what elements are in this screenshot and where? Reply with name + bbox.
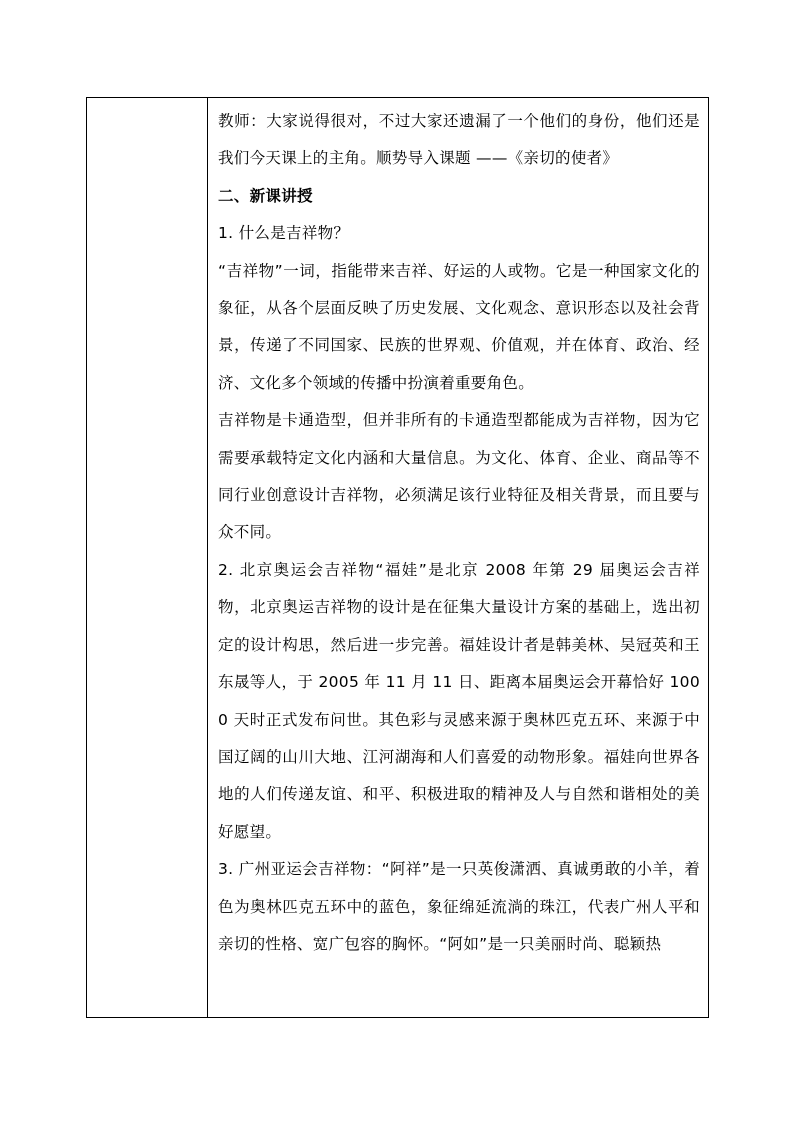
definition-paragraph: “吉祥物”一词，指能带来吉祥、好运的人或物。它是一种国家文化的象征，从各个层面反映了历史发展、文化观念、意识形态以及社会背景，传递了不同国家、民族的世界观、价值观，并在体育、政治、经济、文化多个领域的传播中扮演着重要角色。 (218, 261, 700, 392)
beijing-mascot-paragraph: 2. 北京奥运会吉祥物“福娃”是北京 2008 年第 29 届奥运会吉祥物，北京奥运吉祥物的设计是在征集大量设计方案的基础上，选出初定的设计构思，然后进一步完善。福娃设计者是韩美林、吴冠英和王东晟等人，于 2005 年 11 月 11 日、距离本届奥运会开幕恰好 1000 天时正式发布问世。其色彩与灵感来源于奥林匹克五环、来源于中国辽阔的山川大地、江河湖海和人们喜爱的动物形象。福娃向世界各地的人们传递友谊、和平、积极进取的精神及人与自然和谐相处的美好愿望。 (218, 560, 700, 841)
question-heading: 1. 什么是吉祥物？ (218, 224, 350, 243)
cartoon-paragraph: 吉祥物是卡通造型，但并非所有的卡通造型都能成为吉祥物，因为它需要承载特定文化内涵和大量信息。为文化、体育、企业、商品等不同行业创意设计吉祥物，必须满足该行业特征及相关背景，而且要与众不同。 (218, 411, 700, 542)
left-column-cell (87, 98, 208, 1017)
guangzhou-mascot-paragraph: 3. 广州亚运会吉祥物：“阿祥”是一只英俊潇洒、真诚勇敢的小羊，着色为奥林匹克五环中的蓝色，象征绵延流淌的珠江，代表广州人平和亲切的性格、宽广包容的胸怀。“阿如”是一只美丽时尚、聪颖热 (218, 860, 700, 953)
section-heading: 二、新课讲授 (218, 186, 313, 205)
teacher-intro-paragraph: 教师：大家说得很对，不过大家还遗漏了一个他们的身份，他们还是我们今天课上的主角。顺势导入课题 ——《亲切的使者》 (218, 112, 700, 168)
lesson-table (86, 97, 709, 1018)
content-cell (208, 98, 708, 1017)
